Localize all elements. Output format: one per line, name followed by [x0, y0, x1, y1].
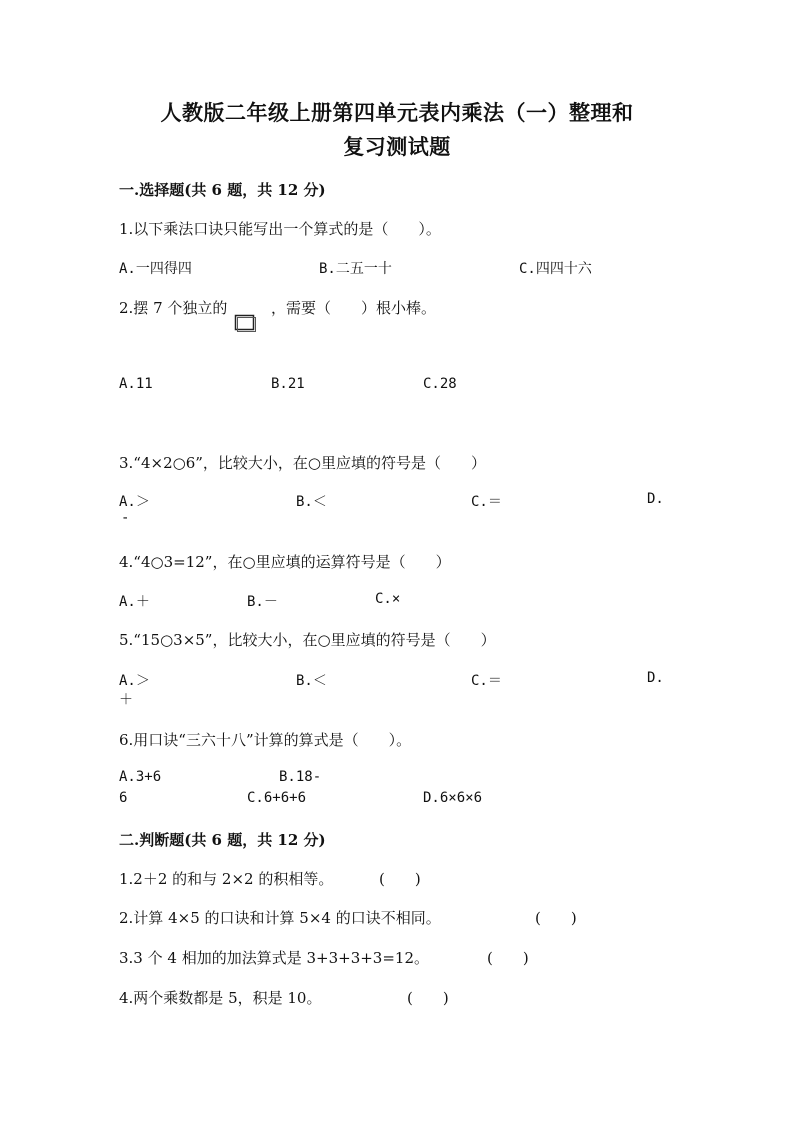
question-1-text: 1.以下乘法口诀只能写出一个算式的是（ ）。	[119, 220, 441, 238]
question-4-text: 4.“4○3=12”，在○里应填的运算符号是（ ）	[119, 553, 451, 571]
judge-2-blank: ( )	[535, 909, 577, 927]
judge-2-text: 2.计算 4×5 的口诀和计算 5×4 的口诀不相同。	[119, 909, 441, 927]
q2-option-a: A.11	[119, 376, 153, 392]
q6-option-c: C.6+6+6	[247, 790, 307, 806]
judge-4-text: 4.两个乘数都是 5，积是 10。	[119, 989, 322, 1007]
q4-option-c: C.×	[375, 591, 401, 607]
judge-1-text: 1.2＋2 的和与 2×2 的积相等。	[119, 870, 334, 888]
square-stick-figure-icon	[234, 314, 256, 332]
page-title-line2: 复习测试题	[343, 134, 451, 159]
q3-option-c: C.＝	[471, 494, 502, 510]
q6-option-a: A.3+6	[119, 769, 162, 785]
section-heading-judgement: 二.判断题(共 6 题，共 12 分)	[119, 831, 326, 849]
q2-option-c: C.28	[423, 376, 457, 392]
question-2-text-after: ，需要（ ）根小棒。	[271, 299, 437, 317]
q1-option-a: A.一四得四	[119, 261, 192, 277]
judge-3-text: 3.3 个 4 相加的加法算式是 3+3+3+3=12。	[119, 949, 430, 967]
q5-option-a: A.＞	[119, 673, 150, 689]
judge-3-blank: ( )	[487, 949, 529, 967]
q5-option-c: C.＝	[471, 673, 502, 689]
judge-1-blank: ( )	[379, 870, 421, 888]
q5-option-d-value: ＋	[119, 692, 133, 708]
q5-option-b: B.＜	[296, 673, 327, 689]
q3-option-a: A.＞	[119, 494, 150, 510]
section-heading-choice: 一.选择题(共 6 题，共 12 分)	[119, 181, 326, 199]
judge-4-blank: ( )	[407, 989, 449, 1007]
page-title-line1: 人教版二年级上册第四单元表内乘法（一）整理和	[160, 100, 634, 125]
q6-option-b: B.18-	[279, 769, 322, 785]
q4-option-a: A.＋	[119, 594, 150, 610]
q3-option-d-value: -	[121, 510, 130, 526]
question-6-text: 6.用口诀“三六十八”计算的算式是（ ）。	[119, 731, 412, 749]
q3-option-d: D.	[647, 491, 664, 507]
question-3-text: 3.“4×2○6”，比较大小，在○里应填的符号是（ ）	[119, 454, 487, 472]
q1-option-b: B.二五一十	[319, 261, 392, 277]
q6-option-d: D.6×6×6	[423, 790, 483, 806]
q4-option-b: B.－	[247, 594, 278, 610]
q3-option-b: B.＜	[296, 494, 327, 510]
q5-option-d: D.	[647, 670, 664, 686]
question-5-text: 5.“15○3×5”，比较大小，在○里应填的符号是（ ）	[119, 631, 496, 649]
q2-option-b: B.21	[271, 376, 305, 392]
q6-option-b-continued: 6	[119, 790, 128, 806]
q1-option-c: C.四四十六	[519, 261, 592, 277]
question-2-text-before: 2.摆 7 个独立的	[119, 299, 228, 317]
